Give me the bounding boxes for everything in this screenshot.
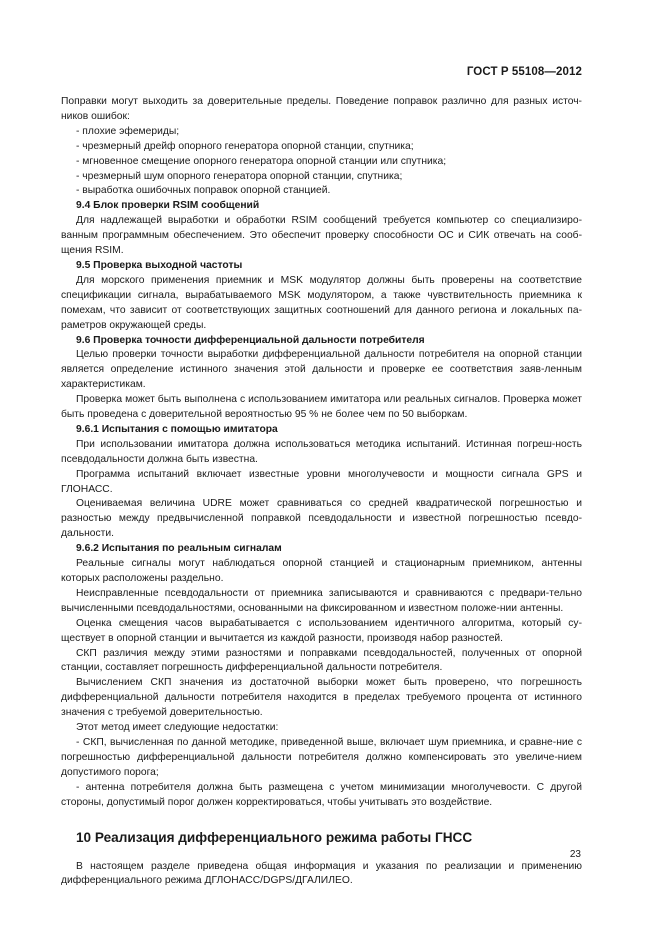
- list-item: - выработка ошибочных поправок опорной станцией.: [76, 185, 331, 197]
- paragraph: СКП различия между этими разностями и поправками псевдодальностей, полученных от опорной станции, составляет погрешность дифференциальной дальности потребителя.: [61, 647, 582, 674]
- list-item: - плохие эфемериды;: [76, 125, 180, 137]
- subsection-heading: 9.6.1 Испытания с помощью имитатора: [76, 423, 278, 435]
- list-item: - чрезмерный дрейф опорного генератора опорной станции, спутника;: [76, 140, 414, 152]
- paragraph: Поправки могут выходить за доверительные пределы. Поведение поправок различно для разных источ-ников ошибок:: [61, 96, 582, 122]
- paragraph: Неисправленные псевдодальности от приемника записываются и сравниваются с предвари-тельно вычисленными псевдодальностями, основанными на фиксированном и известном положе-нии антенны.: [61, 587, 582, 614]
- paragraph: Оценка смещения часов вырабатывается с использованием идентичного алгоритма, который су-ществует в опорной станции и вычитается из каждой разности, производя набор разностей.: [61, 617, 582, 644]
- paragraph: Для морского применения приемник и MSK модулятор должны быть проверены на соответствие спецификации сигнала, вырабатываемого MSK модулятором, а также чувствительность приемника к помехам, что зависит от соответствующих защитных соотношений для данного региона и локальных па-раметров окружающей среды.: [61, 274, 582, 331]
- paragraph: - СКП, вычисленная по данной методике, приведенной выше, включает шум приемника, и сравне-ние с погрешностью дифференциальной дальности потребителя должно компенсировать это увеличе-нием допустимого порога;: [61, 736, 582, 778]
- subsection-heading: 9.4 Блок проверки RSIM сообщений: [76, 200, 260, 212]
- list-item: - мгновенное смещение опорного генератора опорной станции или спутника;: [76, 155, 447, 167]
- list-item: - чрезмерный шум опорного генератора опорной станции, спутника;: [76, 170, 403, 182]
- paragraph: Программа испытаний включает известные уровни многолучевости и мощности сигнала GPS и ГЛОНАСС.: [61, 468, 582, 495]
- paragraph: Оцениваемая величина UDRE может сравниваться со средней квадратической погрешностью и разностью между предвычисленной поправкой псевдодальности и известной погрешностью псевдо-дальности.: [61, 498, 582, 540]
- standard-code: ГОСТ Р 55108—2012: [466, 66, 582, 78]
- paragraph: Вычислением СКП значения из достаточной выборки может быть проверено, что погрешность дифференциальной дальности потребителя находится в пределах требуемого процента от истинного значения с требуемой доверительностью.: [61, 677, 582, 719]
- page-number: 23: [569, 849, 581, 860]
- paragraph: Целью проверки точности выработки дифференциальной дальности потребителя на опорной станции является определение истинного значения этой дальности и проверке ее соответствия заяв-ленным характеристикам.: [61, 349, 582, 391]
- paragraph: - антенна потребителя должна быть размещена с учетом минимизации многолучевости. С другой стороны, допустимый порог должен корректироваться, чтобы учитывать это воздействие.: [61, 781, 582, 808]
- paragraph: В настоящем разделе приведена общая информация и указания по реализации и применению дифференциального режима ДГЛОНАСС/DGPS/ДГАЛИЛЕО.: [61, 860, 582, 887]
- subsection-heading: 9.5 Проверка выходной частоты: [76, 259, 243, 271]
- paragraph: Для надлежащей выработки и обработки RSIM сообщений требуется компьютер со специализиро-ванным программным обеспечением. Это обеспечит проверку способности ОС и СИК отвечать на сооб-щения RSIM.: [61, 215, 582, 257]
- paragraph: Реальные сигналы могут наблюдаться опорной станцией и стационарным приемником, антенны которых расположены раздельно.: [61, 558, 582, 584]
- subsection-heading: 9.6.2 Испытания по реальным сигналам: [76, 543, 282, 555]
- document-body: [61, 95, 582, 889]
- section-heading: 10 Реализация дифференциального режима работы ГНСС: [76, 829, 473, 845]
- subsection-heading: 9.6 Проверка точности дифференциальной дальности потребителя: [76, 334, 425, 346]
- paragraph: Проверка может быть выполнена с использованием имитатора или реальных сигналов. Проверка может быть проведена с доверительной вероятностью 95 % не более чем по 50 выборкам.: [61, 394, 582, 421]
- paragraph: При использовании имитатора должна использоваться методика испытаний. Истинная погреш-ность псевдодальности должна быть известна.: [61, 438, 582, 465]
- paragraph: Этот метод имеет следующие недостатки:: [76, 722, 279, 734]
